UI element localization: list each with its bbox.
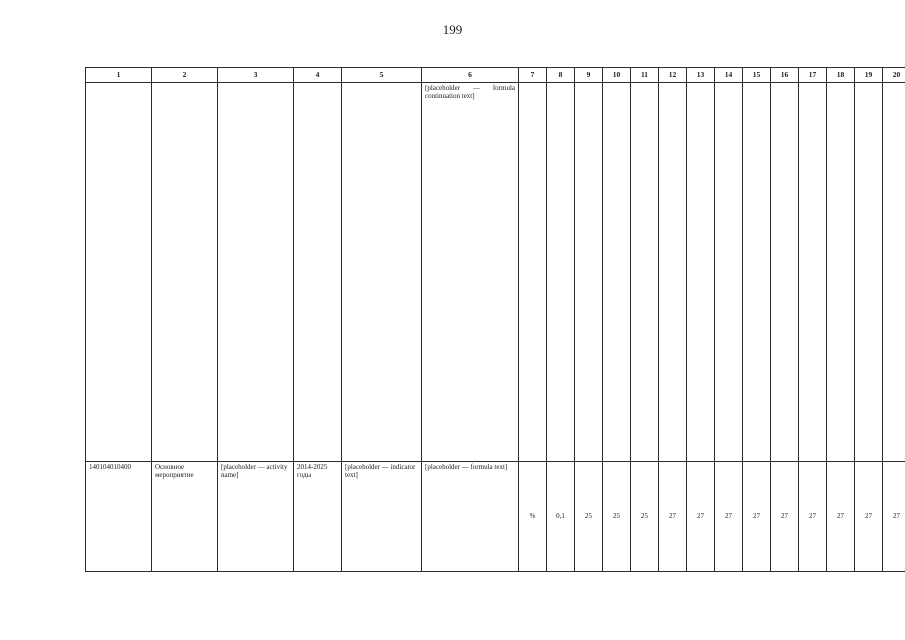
table-cell bbox=[799, 83, 827, 462]
table-cell bbox=[575, 83, 603, 462]
column-header: 1 bbox=[86, 68, 152, 83]
table-cell bbox=[659, 83, 687, 462]
table-cell bbox=[687, 83, 715, 462]
column-header: 18 bbox=[827, 68, 855, 83]
value-cell: 27 bbox=[715, 461, 743, 571]
value-cell: 27 bbox=[659, 461, 687, 571]
column-header: 4 bbox=[294, 68, 342, 83]
period-cell: 2014-2025 годы bbox=[294, 461, 342, 571]
column-header: 19 bbox=[855, 68, 883, 83]
header-row bbox=[86, 68, 905, 83]
column-header: 9 bbox=[575, 68, 603, 83]
column-header: 13 bbox=[687, 68, 715, 83]
column-header: 20 bbox=[883, 68, 905, 83]
table-cell bbox=[86, 83, 152, 462]
indicator-cell: [placeholder — indicator text] bbox=[342, 461, 422, 571]
column-header: 12 bbox=[659, 68, 687, 83]
value-cell: 25 bbox=[575, 461, 603, 571]
indicators-table bbox=[85, 67, 905, 572]
value-cell: 27 bbox=[799, 461, 827, 571]
table-cell bbox=[218, 83, 294, 462]
formula-cell: [placeholder — formula text] bbox=[422, 461, 519, 571]
unit-cell: % bbox=[519, 461, 547, 571]
value-cell: 0,1 bbox=[547, 461, 575, 571]
value-cell: 25 bbox=[631, 461, 659, 571]
type-cell: Основное мероприятие bbox=[152, 461, 218, 571]
value-cell: 27 bbox=[855, 461, 883, 571]
column-header: 17 bbox=[799, 68, 827, 83]
table-cell bbox=[883, 83, 905, 462]
value-cell: 27 bbox=[827, 461, 855, 571]
column-header: 2 bbox=[152, 68, 218, 83]
table-cell bbox=[855, 83, 883, 462]
column-header: 3 bbox=[218, 68, 294, 83]
column-header: 10 bbox=[603, 68, 631, 83]
column-header: 8 bbox=[547, 68, 575, 83]
page-number: 199 bbox=[442, 22, 463, 37]
value-cell: 27 bbox=[771, 461, 799, 571]
table-cell bbox=[342, 83, 422, 462]
name-cell: [placeholder — activity name] bbox=[218, 461, 294, 571]
column-header: 11 bbox=[631, 68, 659, 83]
formula-continuation-cell: [placeholder — formula continuation text] bbox=[422, 83, 519, 462]
value-cell: 27 bbox=[883, 461, 905, 571]
table-row bbox=[86, 83, 905, 462]
column-header: 6 bbox=[422, 68, 519, 83]
value-cell: 27 bbox=[687, 461, 715, 571]
table-cell bbox=[827, 83, 855, 462]
table-cell bbox=[152, 83, 218, 462]
table-cell bbox=[294, 83, 342, 462]
value-cell: 25 bbox=[603, 461, 631, 571]
table-cell bbox=[547, 83, 575, 462]
column-header: 5 bbox=[342, 68, 422, 83]
value-cell: 27 bbox=[743, 461, 771, 571]
table-cell bbox=[715, 83, 743, 462]
column-header: 14 bbox=[715, 68, 743, 83]
table-cell bbox=[519, 83, 547, 462]
column-header: 16 bbox=[771, 68, 799, 83]
code-cell: 140104010400 bbox=[86, 461, 152, 571]
column-header: 7 bbox=[519, 68, 547, 83]
table-cell bbox=[743, 83, 771, 462]
table-row bbox=[86, 461, 905, 571]
table-cell bbox=[771, 83, 799, 462]
table-cell bbox=[631, 83, 659, 462]
table-cell bbox=[603, 83, 631, 462]
column-header: 15 bbox=[743, 68, 771, 83]
